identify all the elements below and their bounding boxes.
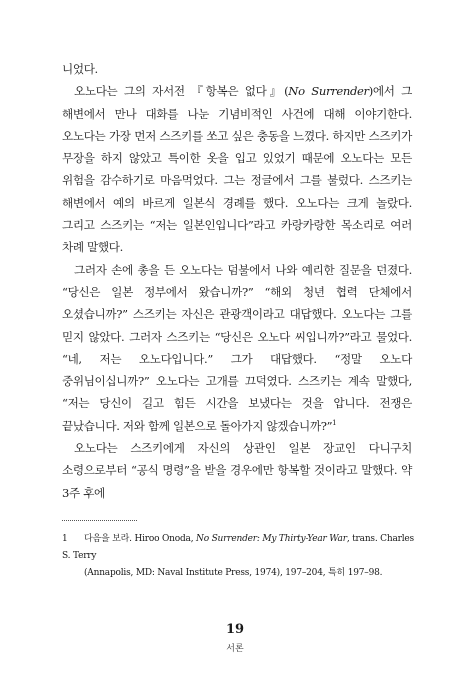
footnote-number: 1 [62,534,68,544]
footnote-book-title: No Surrender: My Thirty-Year War [196,534,347,544]
footnote-text: , trans. Charles S. Terry [62,534,414,561]
footnote-reference[interactable]: 1 [332,418,337,427]
paragraph [62,80,412,258]
paragraph-text: 그러자 손에 총을 든 오노다는 덤불에서 나와 예리한 질문을 던졌다. “당신은 일본 정부에서 왔습니까?” “해외 청년 협력 단체에서 오셨습니까?” 스즈키는 자신은 관광객이라고 대답했다. 오노다는 그를 믿지 않았다. 그러자 스즈키는 “당신은 오노다 씨입니까?”라고 물었다. “네, 저는 오노다입니다.” 그가 대답했다. “정말 오노다 중위님이십니까?” 오노다는 고개를 끄덕였다. 스즈키는 계속 말했다, “저는 당신이 길고 힘든 시간을 보냈다는 것을 압니다. 전쟁은 끝났습니다. 저와 함께 일본으로 돌아가지 않겠습니까?” [62,262,412,433]
footnote-line-2: (Annapolis, MD: Naval Institute Press, 1974), 197–204, 특히 197–98. [84,568,383,578]
paragraph [62,58,412,80]
footnote-line-1 [62,531,414,565]
body-text [62,58,412,504]
paragraph [62,437,412,504]
paragraph-text: )에서 그 해변에서 만나 대화를 나눈 기념비적인 사건에 대해 이야기한다. 오노다는 가장 먼저 스즈키를 쏘고 싶은 충동을 느꼈다. 하지만 스즈키가 무장을 하지 않았고 특이한 옷을 입고 있었기 때문에 오노다는 모든 위험을 감수하기로 마음먹었다. 그는 정글에서 그를 불렀다. 스즈키는 해변에서 예의 바르게 일본식 경례를 했다. 오노다는 크게 놀랐다. 그리고 스즈키는 “저는 일본인입니다”라고 카랑카랑한 목소리로 여러 차례 말했다. [62,84,412,255]
page-number: 19 [225,622,245,637]
footnote [62,531,414,582]
paragraph-text: 오노다는 스즈키에게 자신의 상관인 일본 장교인 다니구치 소령으로부터 “공식 명령”을 받을 경우에만 항복할 것이라고 말했다. 약 3주 후에 [62,441,412,500]
footnote-text: 다음을 보라. Hiroo Onoda, [84,534,197,544]
paragraph [62,259,412,437]
paragraph-text: 니었다. [62,62,98,76]
footnote-divider [62,520,137,521]
paragraph-text: 오노다는 그의 자서전 『항복은 없다』( [74,84,289,99]
book-title: No Surrender [288,84,369,99]
running-footer-section: 서론 [226,644,244,654]
